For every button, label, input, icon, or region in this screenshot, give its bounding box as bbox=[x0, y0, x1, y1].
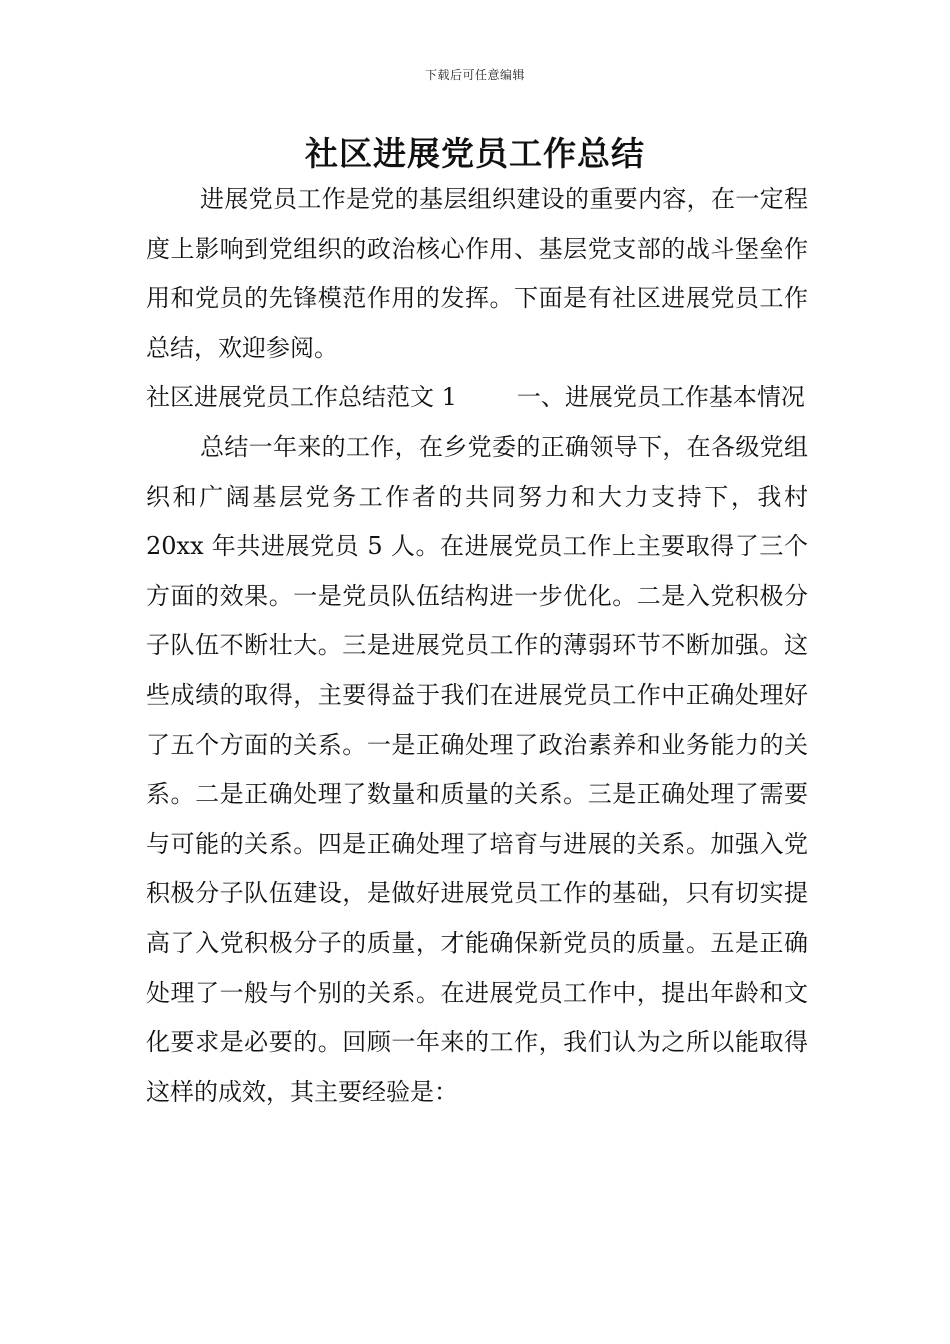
intro-paragraph: 进展党员工作是党的基层组织建设的重要内容，在一定程度上影响到党组织的政治核心作用、基层党支部的战斗堡垒作用和党员的先锋模范作用的发挥。下面是有社区进展党员工作总结，欢迎参阅。 bbox=[146, 185, 808, 362]
section-heading-line bbox=[146, 373, 808, 423]
page-header-note: 下载后可任意编辑 bbox=[424, 68, 525, 82]
document-title: 社区进展党员工作总结 bbox=[305, 134, 645, 173]
body-paragraph: 总结一年来的工作，在乡党委的正确领导下，在各级党组织和广阔基层党务工作者的共同努力和大力支持下，我村 20xx 年共进展党员 5 人。在进展党员工作上主要取得了三个方面的效果。一是党员队伍结构进一步优化。二是入党积极分子队伍不断壮大。三是进展党员工作的薄弱环节不断加强。这些成绩的取得，主要得益于我们在进展党员工作中正确处理好了五个方面的关系。一是正确处理了政治素养和业务能力的关系。二是正确处理了数量和质量的关系。三是正确处理了需要与可能的关系。四是正确处理了培育与进展的关系。加强入党积极分子队伍建设，是做好进展党员工作的基础，只有切实提高了入党积极分子的质量，才能确保新党员的质量。五是正确处理了一般与个别的关系。在进展党员工作中，提出年龄和文化要求是必要的。回顾一年来的工作，我们认为之所以能取得这样的成效，其主要经验是： bbox=[146, 432, 808, 1106]
sample-label: 社区进展党员工作总结范文 1 bbox=[146, 383, 457, 412]
section-heading: 一、进展党员工作基本情况 bbox=[516, 383, 805, 412]
document-body bbox=[146, 175, 808, 1117]
